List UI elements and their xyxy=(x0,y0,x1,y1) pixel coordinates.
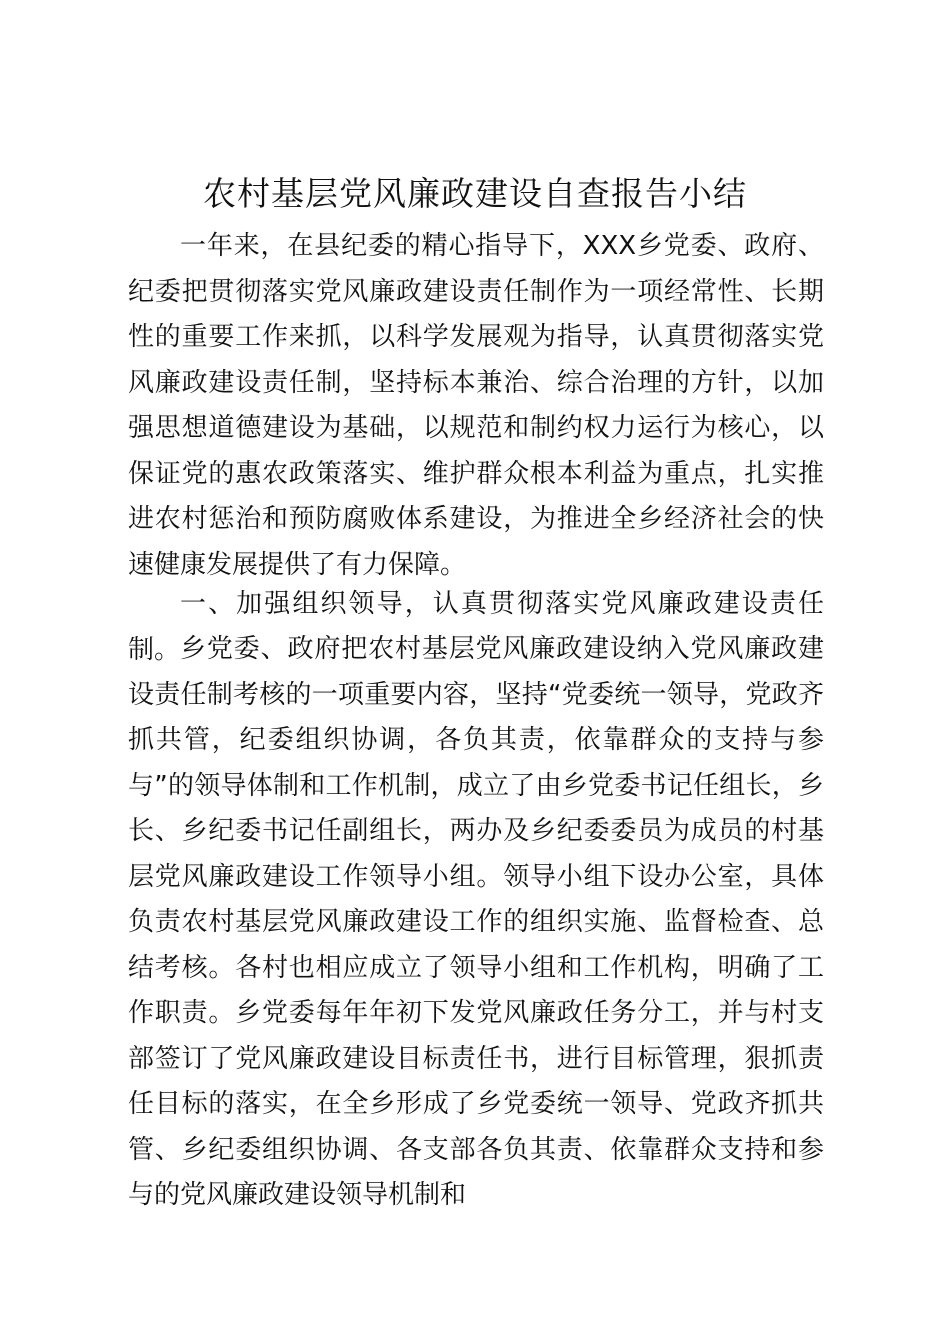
intro-paragraph: 一年来，在县纪委的精心指导下，XXX乡党委、政府、纪委把贯彻落实党风廉政建设责任制作为一项经常性、长期性的重要工作来抓，以科学发展观为指导，认真贯彻落实党风廉政建设责任制，坚持标本兼治、综合治理的方针，以加强思想道德建设为基础，以规范和制约权力运行为核心，以保证党的惠农政策落实、维护群众根本利益为重点，扎实推进农村惩治和预防腐败体系建设，为推进全乡经济社会的快速健康发展提供了有力保障。 xyxy=(128,231,824,580)
section-heading-1: 一、加强组织领导，认真贯彻落实党风廉政建设责任制。 xyxy=(128,589,824,665)
document-title: 农村基层党风廉政建设自查报告小结 xyxy=(203,174,747,213)
section-1-paragraph: 乡党委、政府把农村基层党风廉政建设纳入党风廉政建设责任制考核的一项重要内容，坚持“党委统一领导，党政齐抓共管，纪委组织协调，各负其责，依靠群众的支持与参与”的领导体制和工作机制，成立了由乡党委书记任组长，乡长、乡纪委书记任副组长，两办及乡纪委委员为成员的村基层党风廉政建设工作领导小组。领导小组下设办公室，具体负责农村基层党风廉政建设工作的组织实施、监督检查、总结考核。各村也相应成立了领导小组和工作机构，明确了工作职责。乡党委每年年初下发党风廉政任务分工，并与村支部签订了党风廉政建设目标责任书，进行目标管理，狠抓责任目标的落实，在全乡形成了乡党委统一领导、党政齐抓共管、乡纪委组织协调、各支部各负其责、依靠群众支持和参与的党风廉政建设领导机制和 xyxy=(128,634,824,1210)
